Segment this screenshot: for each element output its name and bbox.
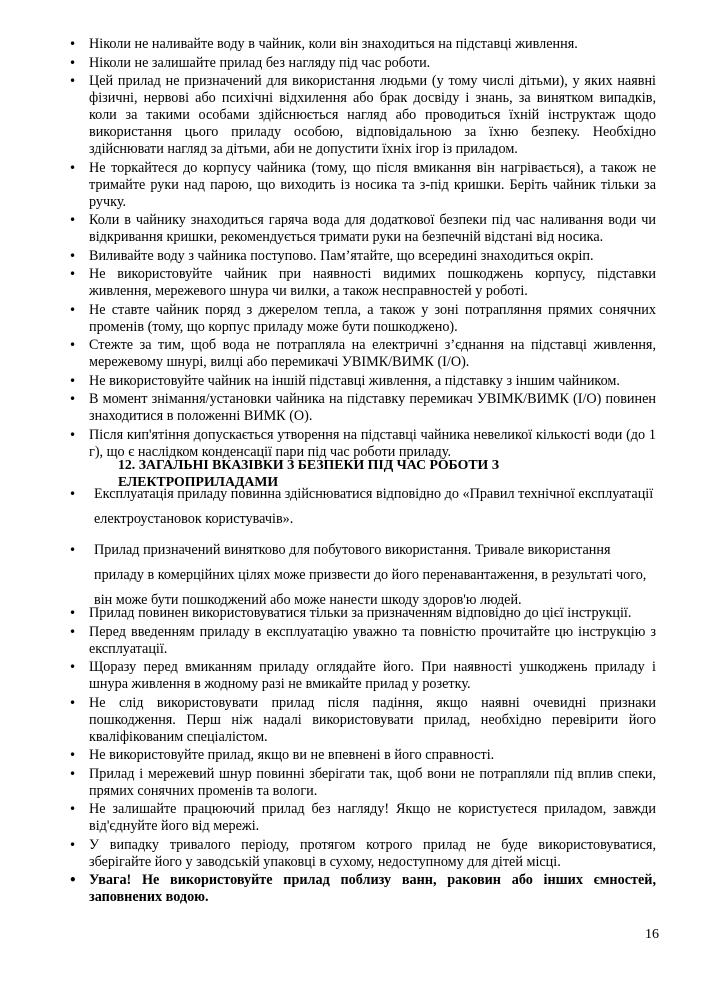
list-item: • Після кип'ятіння допускається утворення на підставці чайника невеликої кількості води (до 1 г), що є наслідком конденсації пари під час роботи приладу. [64,427,656,461]
list-item: • Не торкайтеся до корпусу чайника (тому, що після вмикання він нагрівається), а також не тримайте руки над парою, що виходить із носика та з-під кришки. Беріть чайник тільки за ручку. [64,160,656,211]
general-safety-list [64,605,656,908]
list-item: • Не використовуйте чайник при наявності видимих пошкоджень корпусу, підставки живлення, мережевого шнура чи вилки, а також несправностей у роботі. [64,266,656,300]
list-item: • У випадку тривалого періоду, протягом котрого прилад не буде використовуватися, зберігайте його у заводській упаковці в сухому, недоступному для дітей місці. [64,837,656,871]
list-item: • Прилад повинен використовуватися тільки за призначенням відповідно до цієї інструкції. [64,605,656,622]
list-item: • Стежте за тим, щоб вода не потрапляла на електричні з’єднання на підставці живлення, мережевому шнурі, вилці або перемикачі УВІМК/ВИМК (I/O). [64,337,656,371]
list-item: • Прилад призначений винятково для побутового використання. Тривале використання приладу в комерційних цілях може призвести до його перенавантаження, в результаті чого, він може бути пошкоджений або може нанести шкоду здоров'ю людей. [64,538,662,613]
page-number: 16 [645,927,659,942]
list-item: • Прилад і мережевий шнур повинні зберігати так, щоб вони не потрапляли під вплив спеки, прямих сонячних променів та вологи. [64,766,656,800]
warning-list-item: • Увага! Не використовуйте прилад поблизу ванн, раковин або інших ємностей, заповнених водою. [64,872,656,906]
general-safety-list-wide [64,482,662,619]
list-item: • Експлуатація приладу повинна здійснюватися відповідно до «Правил технічної експлуатації електроустановок користувачів». [64,482,662,532]
list-item: • Щоразу перед вмиканням приладу оглядайте його. При наявності ушкоджень приладу і шнура живлення в жодному разі не вмикайте прилад у розетку. [64,659,656,693]
section-heading: 12. ЗАГАЛЬНІ ВКАЗІВКИ З БЕЗПЕКИ ПІД ЧАС РОБОТИ З ЕЛЕКТРОПРИЛАДАМИ [118,457,499,489]
list-item: • Не використовуйте прилад, якщо ви не впевнені в його справності. [64,747,656,764]
list-item: • Не ставте чайник поряд з джерелом тепла, а також у зоні потрапляння прямих сонячних променів (тому, що корпус приладу може бути пошкоджено). [64,302,656,336]
list-item: • Цей прилад не призначений для використання людьми (у тому числі дітьми), у яких наявні фізичні, нервові або психічні відхилення або брак досвіду і знань, за винятком випадків, коли за такими особами здійснюється нагляд або проводиться їхній інструктаж щодо використання цього приладу особою, відповідальною за їхню безпеку. Необхідно здійснювати нагляд за дітьми, аби не допустити їхніх ігор із приладом. [64,73,656,158]
list-item: • Виливайте воду з чайника поступово. Пам’ятайте, що всередині знаходиться окріп. [64,248,656,265]
list-item: • Ніколи не наливайте воду в чайник, коли він знаходиться на підставці живлення. [64,36,656,53]
list-item: • В момент знімання/установки чайника на підставку перемикач УВІМК/ВИМК (I/O) повинен знаходитися в положенні ВИМК (O). [64,391,656,425]
list-item: • Не слід використовувати прилад після падіння, якщо наявні очевидні признаки пошкодження. Перш ніж надалі використовувати прилад, необхідно перевірити його кваліфікованим спеціалістом. [64,695,656,746]
list-item: • Перед введенням приладу в експлуатацію уважно та повністю прочитайте цю інструкцію з експлуатації. [64,624,656,658]
safety-list-continued [64,36,656,462]
list-item: • Ніколи не залишайте прилад без нагляду під час роботи. [64,55,656,72]
list-item: • Коли в чайнику знаходиться гаряча вода для додаткової безпеки під час наливання води чи відкривання кришки, рекомендується тримати руки на безпечній відстані від носика. [64,212,656,246]
list-item: • Не залишайте працюючий прилад без нагляду! Якщо не користуєтеся приладом, завжди від'єднуйте його від мережі. [64,801,656,835]
list-item: • Не використовуйте чайник на іншій підставці живлення, а підставку з іншим чайником. [64,373,656,390]
